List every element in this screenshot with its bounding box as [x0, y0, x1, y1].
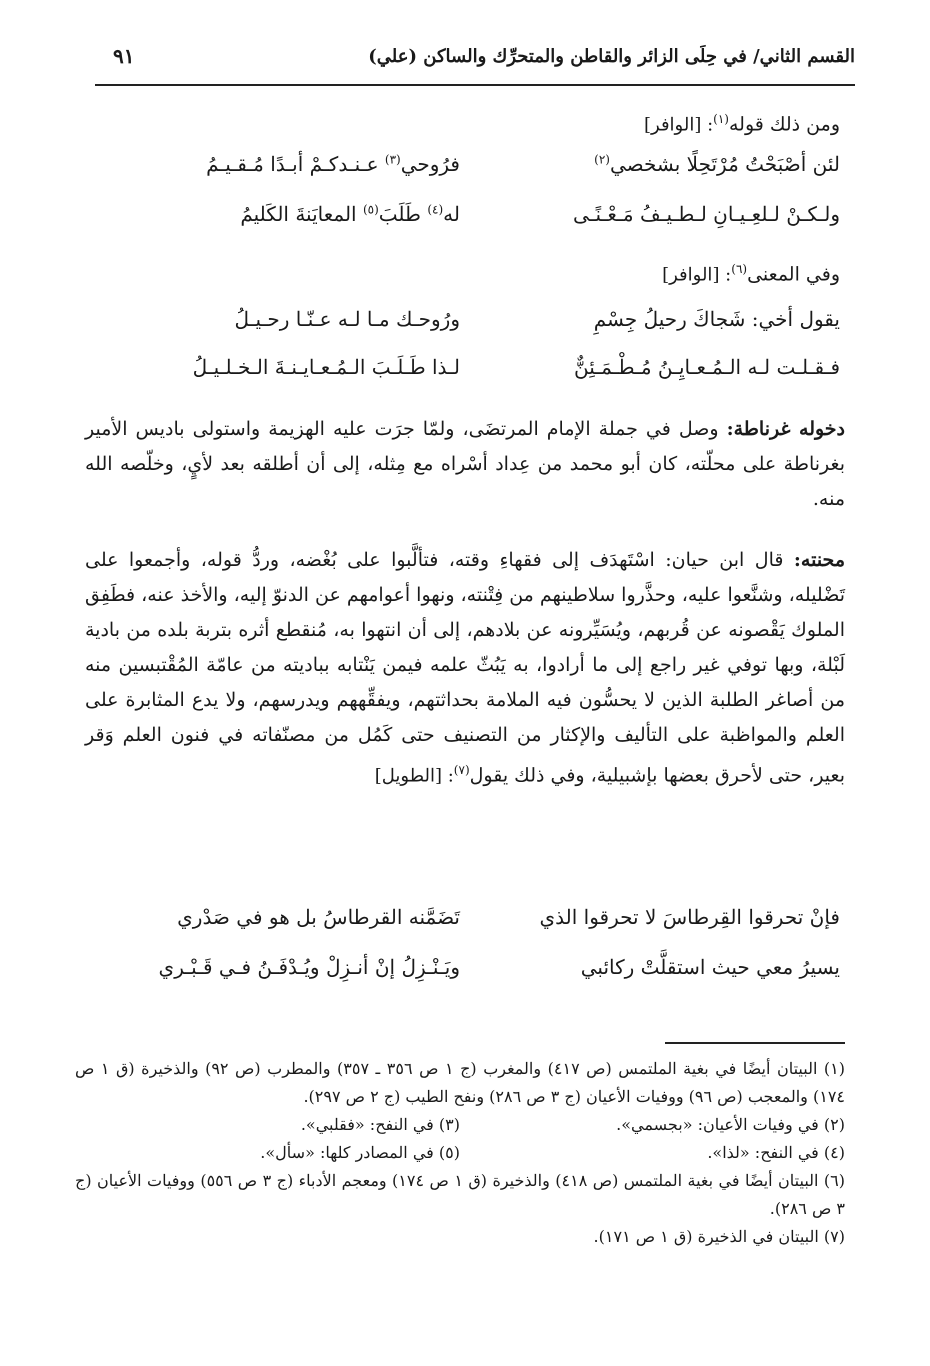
footnote-ref[interactable]: (٤)	[427, 202, 444, 217]
verse-hemistich-left: لـذا طَـلَـبَ الـمُـعـايـنـةَ الـخـلـيـلُ	[192, 355, 460, 379]
verse-hemistich-right: فـقـلـت لـه الـمُـعـايِـنُ مُـطْـمَـئِنٌّ	[574, 355, 840, 379]
header-title: القسم الثاني/ في حِلَى الزائر والقاطن والمتحرِّك والساكن (علي)	[368, 46, 855, 67]
footnote-row	[75, 1139, 845, 1167]
footnote-ref[interactable]: (٢)	[594, 152, 610, 167]
meter-label: : [الطويل]	[374, 765, 454, 787]
paragraph-ordeal: محنته: قال ابن حيان: اسْتَهدَف إلى فقهاءِ وقته، فتألَّبوا على بُغْضه، وردُّ قوله، وأجمعوا على تَضْليله، وشنَّعوا عليه، وحذَّروا سلاطينهم من فِتْنته، ونهوا أعوامهم عن الدنوّ إليه، والأخذ عنه، فطَفِق الملوك يَقْصونه عن قُربهم، ويُسَيِّرونه عن بلادهم، إلى أن انتهوا به، مُنقطع أثره بتربة بلده من بادية لَبْلة، وبها توفي غير راجع إلى ما أرادوا، به يَبُثّ علمه فيمن يَنْتابه بباديته من عامّة المُقْتبسين منه من أصاغر الطلبة الذين لا يحسُّون فيه الملامة بحداثتهم، ويفقِّههم ويدرسهم، ولا يدع المثابرة على العلم والمواظبة على التأليف والإكثار من التصنيف حتى كَمُل من مصنّفاته في فنون العلم وَقر بعير، حتى لأحرق بعضها بإشبيلية، وفي ذلك يقول$^{(٧)}$: [الطويل]	[85, 549, 845, 787]
paragraph-heading: دخوله غرناطة:	[726, 418, 845, 440]
footnote-divider	[665, 1042, 845, 1044]
footnote-1: (١) البيتان أيضًا في بغية الملتمس (ص ٤١٧) والمغرب (ج ١ ص ٣٥٦ ـ ٣٥٧) والمطرب (ص ٩٢) والذخيرة (ق ١ ص ١٧٤) والمعجب (ص ٩٦) ووفيات الأعيان (ج ٣ ص ٢٨٦) ونفح الطيب (ج ٢ ص ٢٩٧).	[75, 1059, 846, 1106]
footnote-6: (٦) البيتان أيضًا في بغية الملتمس (ص ٤١٨) والذخيرة (ق ١ ص ١٧٤) ومعجم الأدباء (ج ٣ ص ٥٥٦) ووفيات الأعيان (ج ٣ ص ٢٨٦).	[75, 1171, 846, 1218]
footnote-ref[interactable]: (١)	[713, 112, 729, 126]
meter-label: : [الوافر]	[643, 114, 714, 136]
verse-hemistich-right: لئن أصْبَحْتُ مُرْتَحِلًا بشخصي$^{(٢)}$	[594, 152, 840, 176]
verse-hemistich-right: فإنْ تحرقوا القِرطاسَ لا تحرقوا الذي	[539, 905, 840, 929]
verse-hemistich-left: تَضَمَّنه القرطاسُ بل هو في صَدْري	[177, 905, 460, 929]
footnote-3: (٣) في النفح: «فقلبي».	[300, 1115, 460, 1134]
verse-hemistich-right: ولـكـنْ لـلعِـيـانِ لـطـيـفُ مَـعْـنًـى	[572, 202, 840, 226]
footnote-ref[interactable]: (٦)	[731, 262, 748, 276]
footnote-ref[interactable]: (٧)	[453, 763, 470, 777]
poem-intro-1: ومن ذلك قوله$^{(١)}$: [الوافر]	[643, 112, 840, 136]
poem-intro-2: وفي المعنى$^{(٦)}$: [الوافر]	[662, 262, 840, 286]
footnotes	[75, 1055, 845, 1251]
footnote-ref[interactable]: (٥)	[362, 202, 379, 217]
meter-label: : [الوافر]	[662, 264, 732, 286]
verse-hemistich-left: له$^{(٤)}$ طَلَبَ$^{(٥)}$ المعايَنةَ الكَليمُ	[240, 202, 460, 226]
verse-hemistich-right: يقول أخي: شَجاكَ رحيلُ جِسْمِ	[593, 307, 840, 331]
paragraph-heading: محنته:	[793, 549, 845, 571]
footnote-5: (٥) في المصادر كلها: «سأل».	[260, 1143, 460, 1162]
verse-hemistich-left: فرُوحي$^{(٣)}$ عـنـدكـمْ أبـدًا مُـقـيـمُ	[206, 152, 460, 176]
footnote-7: (٧) البيتان في الذخيرة (ق ١ ص ١٧١).	[593, 1227, 845, 1246]
footnote-row	[75, 1111, 845, 1139]
footnote-ref[interactable]: (٣)	[384, 152, 401, 167]
page-number: ٩١	[113, 44, 135, 68]
verse-hemistich-right: يسيرُ معي حيث استقلَّتْ ركائبي	[580, 955, 840, 979]
running-header	[95, 36, 855, 86]
footnote-4: (٤) في النفح: «لذا».	[707, 1143, 845, 1162]
verse-hemistich-left: ويَـنْـزِلُ إنْ أنـزِلْ ويُـدْفَـنُ فـي قَـبْـري	[158, 955, 460, 979]
verse-hemistich-left: ورُوحـك مـا لـه عـنّـا رحـيـلُ	[234, 307, 460, 331]
paragraph-granada: دخوله غرناطة: وصل في جملة الإمام المرتضَى، ولمّا جرَت عليه الهزيمة واستولى باديس الأمير بغرناطة على محلّته، كان أبو محمد من عِداد أسْراه مع مِثله، إلى أن أطلقه بعد لأيٍ، وخلّصه الله منه.	[85, 418, 845, 510]
footnote-2: (٢) في وفيات الأعيان: «بجسمي».	[616, 1115, 845, 1134]
